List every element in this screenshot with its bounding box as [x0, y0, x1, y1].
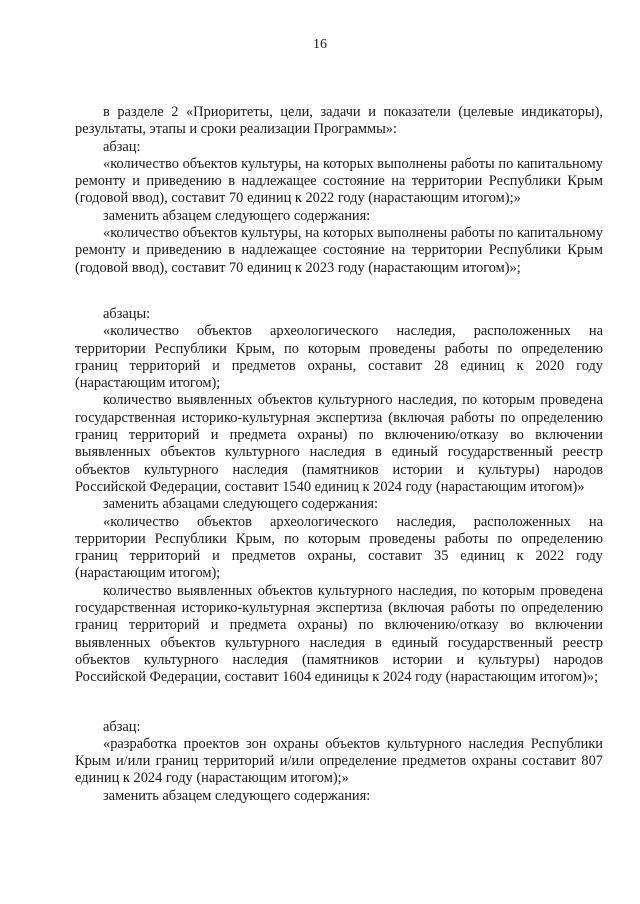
paragraph-label: абзац:: [103, 718, 141, 735]
quoted-paragraph-original: «разработка проектов зон охраны объектов культурного наследия Республики Крым и/или границ территорий и/или определение предметов охраны составит 807 единиц к 2024 году (нарастающим итогом);»: [75, 735, 603, 787]
spacer: [75, 277, 603, 306]
quoted-paragraph-replacement: количество выявленных объектов культурного наследия, по которым проведена государственная историко-культурная экспертиза (включая работы по определению границ территорий и предмета охраны) по включению/отказу во включении выявленных объектов культурного наследия в единый государственный реестр объектов культурного наследия (памятников истории и культуры) народов Российской Федерации, составит 1604 единицы к 2024 году (нарастающим итогом)»;: [75, 582, 603, 686]
page-number: 16: [313, 37, 327, 52]
paragraphs-label: абзацы:: [103, 305, 151, 322]
replace-instruction: заменить абзацем следующего содержания:: [103, 207, 371, 224]
quoted-paragraph-original: количество выявленных объектов культурного наследия, по которым проведена государственная историко-культурная экспертиза (включая работы по определению границ территорий и предмета охраны) по включению/отказу во включении выявленных объектов культурного наследия в единый государственный реестр объектов культурного наследия (памятников истории и культуры) народов Российской Федерации, составит 1540 единиц к 2024 году (нарастающим итогом)»: [75, 392, 603, 495]
replace-instruction: заменить абзацем следующего содержания:: [103, 787, 371, 804]
quoted-paragraph-replacement: «количество объектов археологического наследия, расположенных на территории Республики Крым, по которым проведены работы по определению границ территорий и предметов охраны, составит 35 единиц к 2022 году (нарастающим итогом);: [75, 513, 603, 582]
replace-instruction: заменить абзацами следующего содержания:: [103, 496, 378, 513]
quoted-paragraph-original: «количество объектов культуры, на которых выполнены работы по капитальному ремонту и приведению в надлежащее состояние на территории Республики Крым (годовой ввод), составит 70 единиц к 2022 году (нарастающим итогом);»: [75, 155, 603, 207]
document-body: [75, 104, 603, 805]
quoted-paragraph-original: «количество объектов археологического наследия, расположенных на территории Республики Крым, по которым проведены работы по определению границ территорий и предметов охраны, составит 28 единиц к 2020 году (нарастающим итогом);: [75, 323, 603, 392]
spacer: [75, 687, 603, 719]
quoted-paragraph-replacement: «количество объектов культуры, на которых выполнены работы по капитальному ремонту и приведению в надлежащее состояние на территории Республики Крым (годовой ввод), составит 70 единиц к 2023 году (нарастающим итогом)»;: [75, 225, 603, 276]
paragraph-label: абзац:: [103, 138, 141, 155]
section-intro-paragraph: в разделе 2 «Приоритеты, цели, задачи и показатели (целевые индикаторы), результаты, этапы и сроки реализации Программы»:: [75, 104, 603, 138]
